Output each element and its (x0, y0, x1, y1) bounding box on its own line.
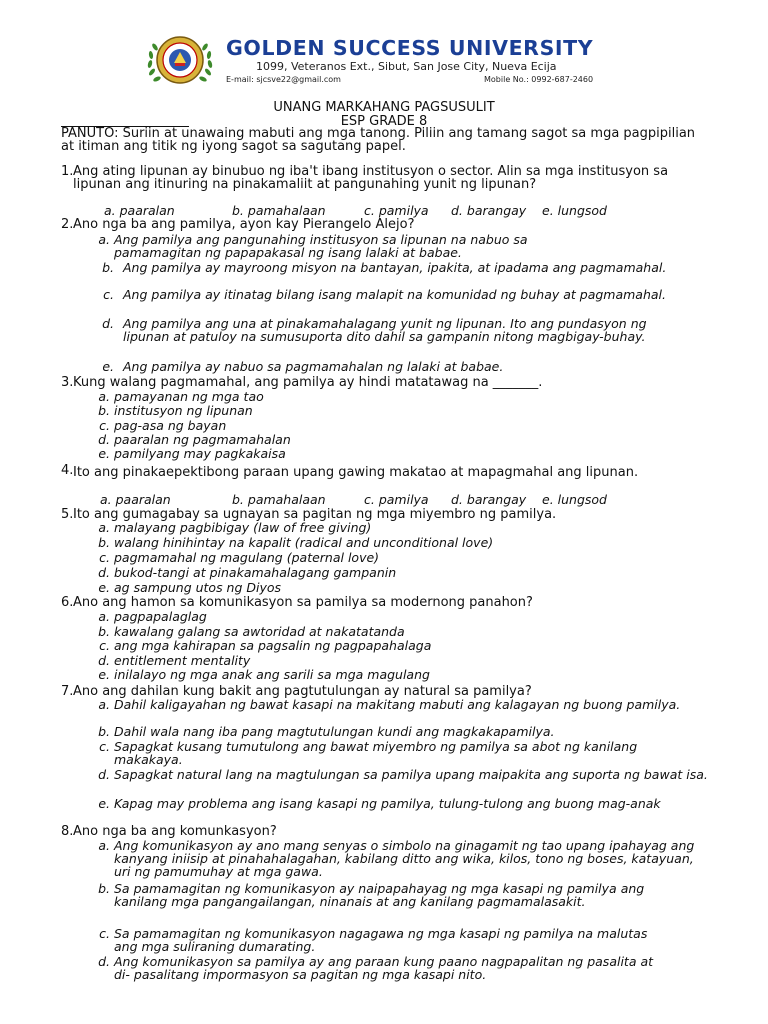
letterhead (144, 32, 634, 88)
question-number: 2. (61, 217, 74, 232)
question-text: Ano ang dahilan kung bakit ang pagtutulungan ay natural sa pamilya? (73, 684, 532, 699)
instructions: PANUTO: Suriin at unawaing mabuti ang mga tanong. Piliin ang tamang sagot sa mga pagpipilian at itiman ang titik ng iyong sagot sa sagutang papel. (61, 126, 696, 154)
university-address: 1099, Veteranos Ext., Sibut, San Jose City, Nueva Ecija (256, 60, 557, 73)
question-text: Ito ang gumagabay sa ugnayan sa pagitan ng mga miyembro ng pamilya. (73, 507, 557, 522)
option-d[interactable]: d. barangay (451, 203, 527, 218)
university-seal-icon (144, 32, 216, 88)
option-e[interactable]: e. lungsod (542, 492, 607, 507)
question-number: 3. (61, 375, 74, 390)
question-text: Kung walang pagmamahal, ang pamilya ay hindi matatawag na _______. (73, 375, 543, 390)
question-text: Ang ating lipunan ay binubuo ng iba't ibang institusyon o sector. Alin sa mga institusyon sa lipunan ang itinuring na pinakamaliit at pangunahing yunit ng lipunan? (73, 164, 669, 192)
question-number: 5. (61, 507, 74, 522)
question-number: 1. (61, 164, 74, 179)
question-number: 6. (61, 595, 74, 610)
option-e[interactable]: e. lungsod (542, 203, 607, 218)
option-c[interactable]: c. pamilya (364, 203, 429, 218)
option-a[interactable]: a. paaralan (100, 492, 171, 507)
university-mobile: Mobile No.: 0992-687-2460 (484, 75, 594, 84)
option-d[interactable]: d. barangay (451, 492, 527, 507)
option-a[interactable]: a. paaralan (104, 203, 175, 218)
exam-subtitle: ESP GRADE 8 (340, 114, 428, 129)
exam-page: GOLDEN SUCCESS UNIVERSITY 1099, Veteranos Ext., Sibut, San Jose City, Nueva Ecija E-mail: sjcsve22@gmail.com Mobile No.: 0992-687-2460 UNANG MARKAHANG PAGSUSULIT ESP GRADE 8 PANUTO: Suriin at unawaing mabuti ang mga tanong. Piliin ang tamang sagot sa mga pagpipilian at itiman ang titik ng iyong sagot sa sagutang papel. 1. Ang ating lipunan ay binubuo ng iba't ibang institusyon o sector. Alin sa mga institusyon sa lipunan ang itinuring na pinakamaliit at pangunahing yunit ng lipunan? a. paaralan b. pamahalaan c. pamilya d. barangay e. lungsod 2. Ano nga ba ang pamilya, ayon kay Pierangelo Alejo? a. Ang pamilya ang pangunahing institusyon sa lipunan na nabuo sa pamamagitan ng papapakasal ng isang lalaki at babae. b. Ang pamilya ay mayroong misyon na bantayan, ipakita, at ipadama ang pagmamahal. c. Ang pamilya ay itinatag bilang isang malapit na komunidad ng buhay at pagmamahal. d. Ang pamilya ang una at pinakamahalagang yunit ng lipunan. Ito ang pundasyon ng lipunan at patuloy na sumusuporta dito dahil sa gampanin nitong magbigay-buhay. e. Ang pamilya ay nabuo sa pagmamahalan ng lalaki at babae. 3. Kung walang pagmamahal, ang pamilya ay hindi matatawag na _______. a. pamayanan ng mga tao b. institusyon ng lipunan c. pag-asa ng bayan d. paaralan ng pagmamahalan e. pamilyang may pagkakaisa 4. Ito ang pinakaepektibong paraan upang gawing makatao at mapagmahal ang lipunan. a. paaralan b. pamahalaan c. pamilya d. barangay e. lungsod 5. Ito ang gumagabay sa ugnayan sa pagitan ng mga miyembro ng pamilya. a. malayang pagbibigay (law of free giving) b. walang hinihintay na kapalit (radical and unconditional love) c. pagmamahal ng magulang (paternal love) d. bukod-tangi at pinakamahalagang gampanin e. ag sampung utos ng Diyos 6. Ano ang hamon sa komunikasyon sa pamilya sa modernong panahon? a. pagpapalaglag b. kawalang galang sa awtoridad at nakatatanda c. ang mga kahirapan sa pagsalin ng pagpapahalaga d. entitlement mentality e. inilalayo ng mga anak ang sarili sa mga magulang 7. Ano ang dahilan kung bakit ang pagtutulungan ay natural sa pamilya? a. Dahil kaligayahan ng bawat kasapi na makitang mabuti ang kalagayan ng buong pamilya. b. Dahil wala nang iba pang magtutulungan kundi ang magkakapamilya. c. Sapagkat kusang tumutulong ang bawat miyembro ng pamilya sa abot ng kanilang makakaya. d. Sapagkat natural lang na magtulungan sa pamilya upang maipakita ang suporta ng bawat isa. e. Kapag may problema ang isang kasapi ng pamilya, tulung-tulong ang buong mag-anak 8. Ano nga ba ang komunkasyon? a. Ang komunikasyon ay ano mang senyas o simbolo na ginagamit ng tao upang ipahayag ang kanyang iniisip at pinahahalagahan, kabilang ditto ang wika, kilos, tono ng boses, katayuan, uri ng pamumuhay at mga gawa. b. Sa pamamagitan ng komunikasyon ay naipapahayag ng mga kasapi ng pamilya ang kanilang mga pangangailangan, ninanais at ang kanilang pagmamalasakit. c. Sa pamamagitan ng komunikasyon nagagawa ng mga kasapi ng pamilya na malutas ang mga suliraning dumarating. d. Ang komunikasyon sa pamilya ay ang paraan kung paano nagpapalitan ng pasalita at di- pasalitang impormasyon sa pagitan ng mga kasapi nito. (0, 0, 768, 1024)
question-number: 7. (61, 684, 74, 699)
question-number: 8. (61, 824, 74, 839)
option-c[interactable]: c. pamilya (364, 492, 429, 507)
question-text: Ito ang pinakaepektibong paraan upang gawing makatao at mapagmahal ang lipunan. (73, 465, 639, 480)
question-text: Ano ang hamon sa komunikasyon sa pamilya sa modernong panahon? (73, 595, 533, 610)
exam-title: UNANG MARKAHANG PAGSUSULIT (273, 100, 495, 115)
question-text: Ano nga ba ang pamilya, ayon kay Pierangelo Alejo? (73, 217, 415, 232)
option-b[interactable]: b. pamahalaan (232, 203, 326, 218)
question-number: 4. (61, 463, 74, 478)
university-email: E-mail: sjcsve22@gmail.com (226, 75, 341, 84)
university-name: GOLDEN SUCCESS UNIVERSITY (226, 36, 594, 60)
option-b[interactable]: b. pamahalaan (232, 492, 326, 507)
question-text: Ano nga ba ang komunkasyon? (73, 824, 277, 839)
